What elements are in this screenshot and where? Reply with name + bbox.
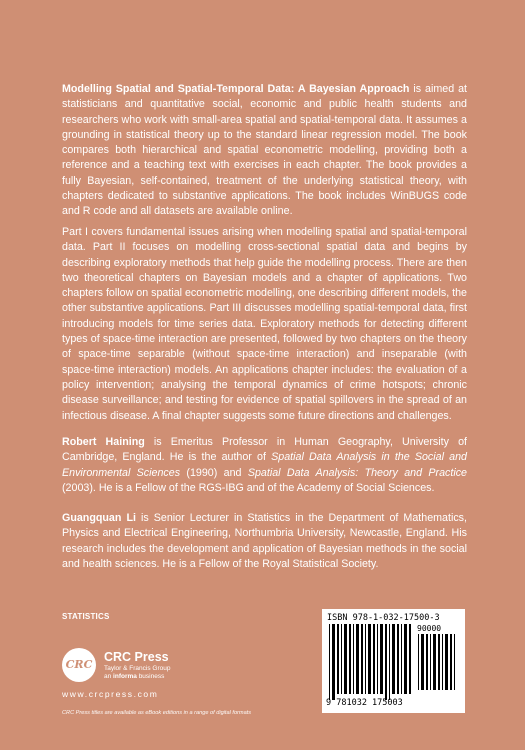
author-name: Guangquan Li (62, 512, 136, 524)
barcode-bar (392, 624, 395, 694)
barcode-bar (344, 624, 347, 694)
author-name: Robert Haining (62, 436, 145, 448)
publisher-business-line (104, 673, 164, 680)
barcode-bar (329, 624, 330, 700)
author-bio-text: (2003). He is a Fellow of the RGS-IBG and of the Academy of Social Sciences. (62, 481, 435, 494)
barcode-bar (426, 634, 428, 690)
author-bio-text: is Emeritus Professor in Human Geography, University of Cambridge, England. He is the author of (62, 436, 467, 464)
barcode-bar (454, 634, 455, 690)
author-bio-1 (62, 435, 467, 496)
publisher-name: CRC Press (104, 650, 169, 664)
barcode-bar (380, 624, 383, 694)
barcode-bar (445, 634, 448, 690)
isbn-text: ISBN 978-1-032-17500-3 (327, 613, 440, 623)
barcode-bar (397, 624, 399, 694)
business-prefix: an (104, 673, 114, 680)
barcode-bar (438, 634, 440, 690)
barcode-bar (433, 634, 436, 690)
author-bio-text: is Senior Lecturer in Statistics in the Department of Mathematics, Physics and Electrical Engineering, Northumbria University, Newcastle, England. His research includes the development and application of Bayesian methods in the social and health sciences. He is a Fellow of the Royal Statistical Society. (62, 512, 467, 570)
contents-summary: Part I covers fundamental issues arising when modelling spatial and spatial-temporal data. Part II focuses on modelling cross-sectional spatial data and begins by describing exploratory methods that help guide the modelling process. There are then two theoretical chapters on Bayesian models and a chapter of applications. Two chapters follow on spatial econometric modelling, one describing different models, the other substantive applications. Part III discusses modelling spatial-temporal data, first introducing models for time series data. Exploratory methods for detecting different types of space-time interaction are presented, followed by two chapters on the theory of space-time separable (without space-time interaction) and inseparable (with space-time interaction) models. An applications chapter includes: the evaluation of a policy intervention; analysing the temporal dynamics of crime hotspots; chronic disease surveillance; and testing for evidence of spatial spillovers in the spread of an infectious disease. A final chapter suggests some future directions and challenges. (62, 226, 467, 422)
barcode-bars (329, 624, 415, 700)
subject-category: STATISTICS (62, 612, 110, 621)
barcode-bar (442, 634, 443, 690)
barcode-bar (401, 624, 402, 694)
barcode-bar (332, 624, 335, 700)
business-brand: informa (113, 673, 137, 680)
book-description-paragraph-2 (62, 225, 467, 424)
publisher-group: Taylor & Francis Group (104, 665, 171, 672)
ebook-note: CRC Press titles are available as eBook editions in a range of digital formats (62, 710, 252, 716)
barcode-bar (337, 624, 339, 694)
barcode-bar (356, 624, 359, 694)
barcode-bar (409, 624, 411, 694)
book-description-paragraph-1 (62, 82, 467, 220)
business-suffix: business (136, 673, 165, 680)
barcode-digits: 9 781032 175003 (326, 698, 403, 708)
author-bio-text: (1990) and (180, 466, 248, 479)
book-reference: Spatial Data Analysis in the Social and Environmental Sciences (62, 451, 467, 479)
barcode-bar (349, 624, 351, 694)
crc-logo-icon (62, 648, 96, 682)
price-code: 90000 (417, 624, 442, 633)
description-text: is aimed at statisticians and quantitative social, economic and public health students and researchers who work with small-area spatial and spatial-temporal data. It assumes a grounding in statistical theory up to the standard linear regression model. The book compares both hierarchical and spatial econometric modelling, providing both a reference and a teaching text with exercises in each chapter. The book provides a fully Bayesian, self-contained, treatment of the underlying statistical theory, with chapters dedicated to substantive applications. The book includes WinBUGS code and R code and all datasets are available online. (62, 83, 467, 218)
publisher-url[interactable]: www.crcpress.com (62, 689, 159, 699)
barcode-bar (450, 634, 452, 690)
barcode-bar (389, 624, 390, 700)
barcode-bar (368, 624, 371, 694)
isbn-barcode (322, 609, 465, 713)
barcode-bar (421, 634, 424, 690)
barcode-bar (385, 624, 387, 700)
barcode-addon-bars (418, 634, 458, 696)
author-bio-2 (62, 511, 467, 572)
barcode-bar (404, 624, 407, 694)
publisher-logo (62, 648, 262, 688)
barcode-bar (373, 624, 375, 694)
barcode-bar (418, 634, 419, 690)
logo-lettering: CRC (65, 658, 93, 671)
barcode-bar (365, 624, 366, 694)
book-title: Modelling Spatial and Spatial-Temporal Data: A Bayesian Approach (62, 83, 410, 95)
barcode-bar (341, 624, 342, 694)
barcode-bar (353, 624, 354, 694)
barcode-bar (430, 634, 431, 690)
barcode-bar (361, 624, 363, 694)
barcode-bar (377, 624, 378, 694)
book-reference: Spatial Data Analysis: Theory and Practice (247, 466, 467, 479)
